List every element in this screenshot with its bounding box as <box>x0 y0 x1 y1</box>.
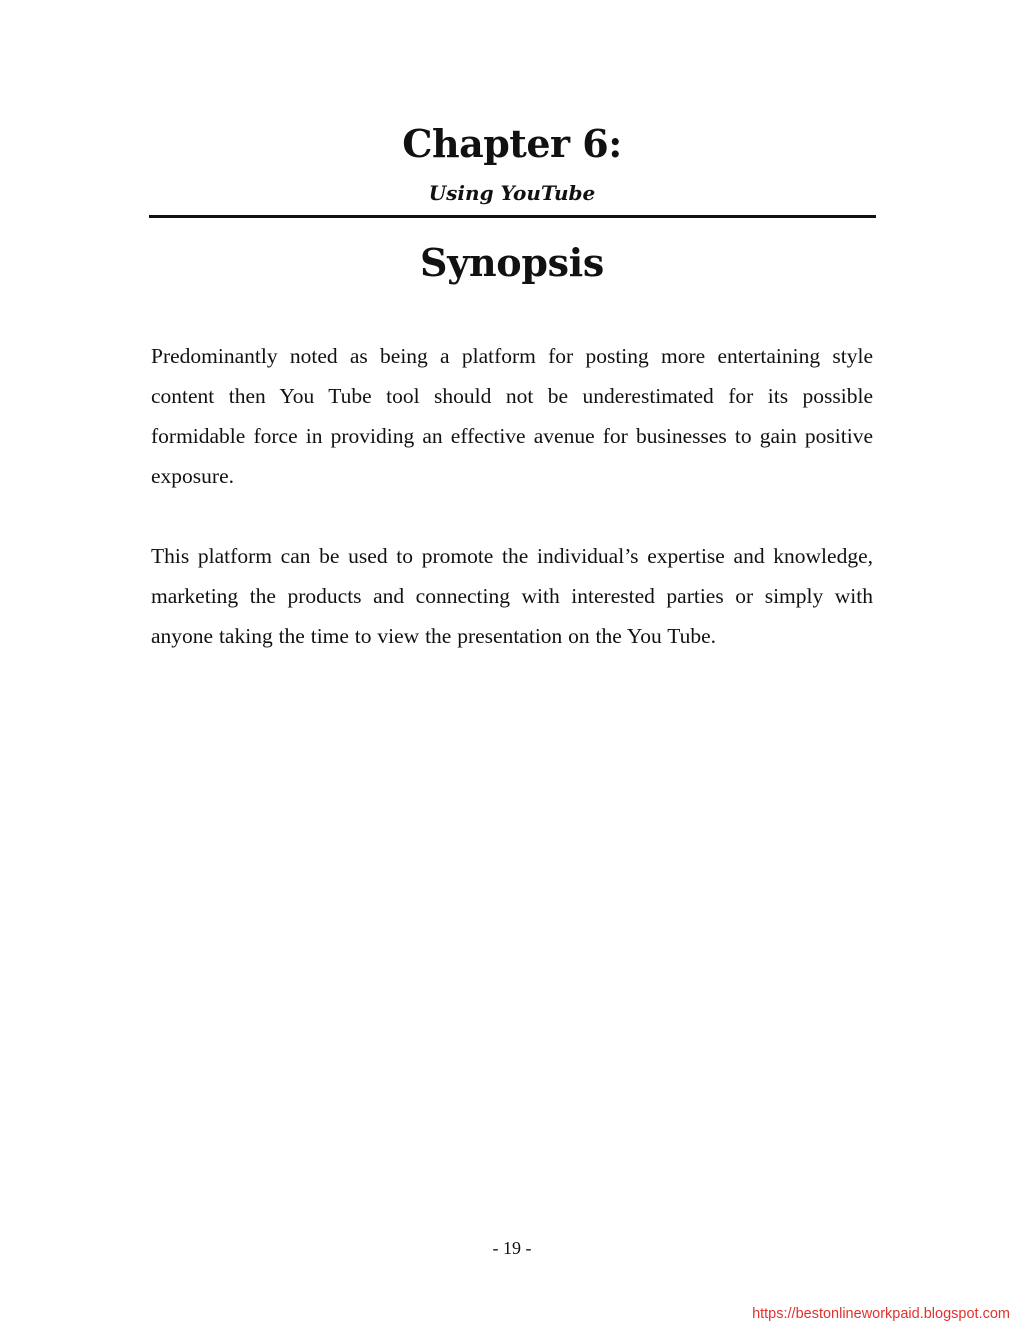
chapter-title: Chapter 6: <box>402 121 622 166</box>
section-title: Synopsis <box>420 240 604 285</box>
source-url-link[interactable]: https://bestonlineworkpaid.blogspot.com <box>752 1306 1010 1322</box>
chapter-subtitle: Using YouTube <box>428 181 596 205</box>
body-paragraph: This platform can be used to promote the individual’s expertise and knowledge, marketing the products and connecting with interested parties or simply with anyone taking the time to view the presentation on the You Tube. <box>151 544 873 648</box>
page-number: - 19 - <box>492 1238 532 1258</box>
header-divider <box>149 215 876 218</box>
body-paragraph: Predominantly noted as being a platform for posting more entertaining style content then You Tube tool should not be underestimated for its possible formidable force in providing an effective avenue for businesses to gain positive exposure. <box>151 344 873 488</box>
